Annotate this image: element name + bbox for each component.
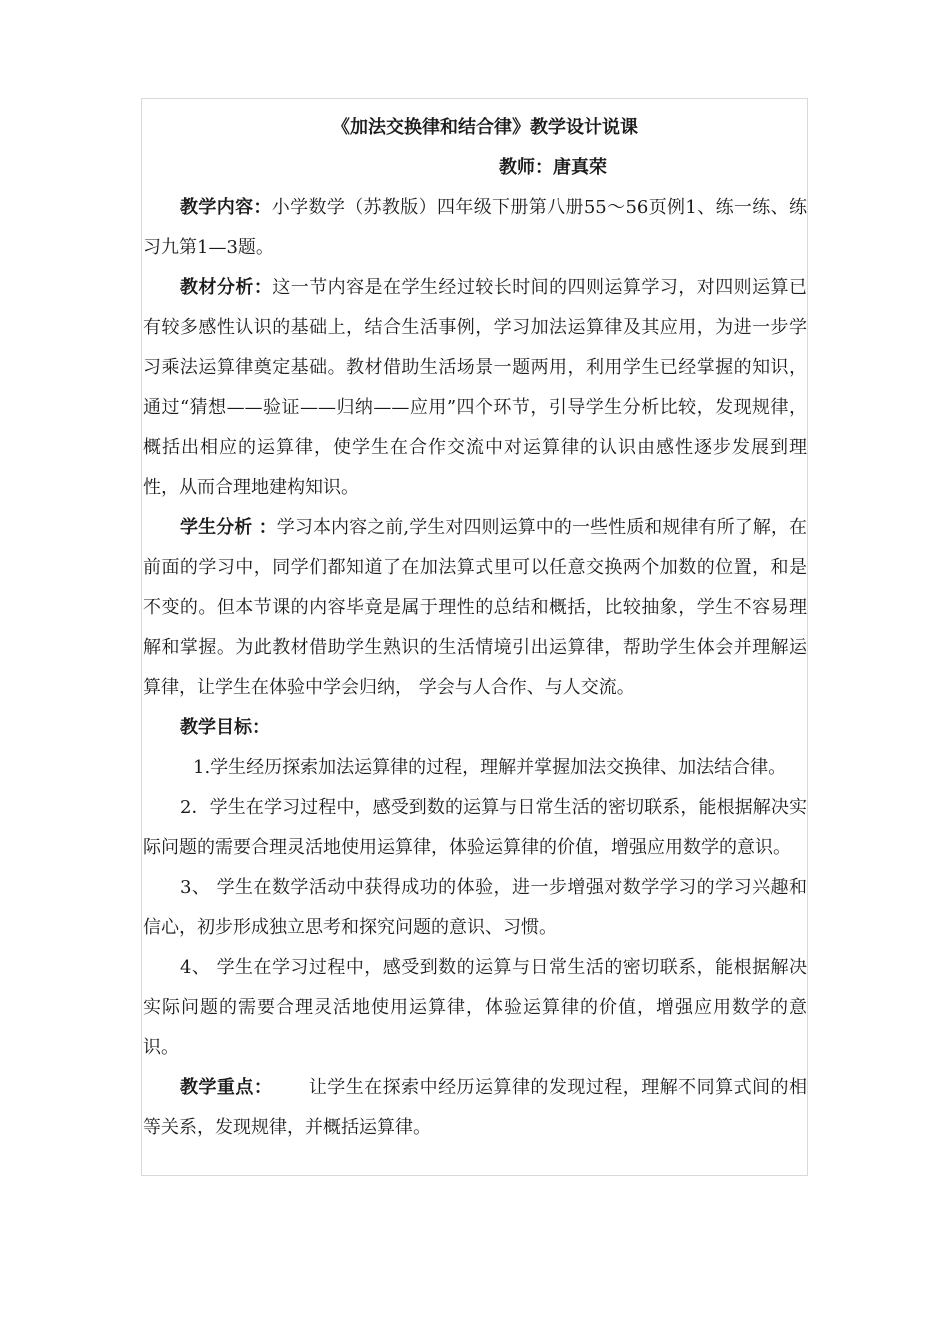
document-title: 《加法交换律和结合律》教学设计说课 xyxy=(332,117,638,138)
teacher-name: 唐真荣 xyxy=(553,157,607,178)
document-body xyxy=(143,108,807,1148)
goal-item-1: 1.学生经历探索加法运算律的过程，理解并掌握加法交换律、加法结合律。 xyxy=(193,757,787,778)
teacher-line xyxy=(143,148,807,188)
teaching-focus-text: 让学生在探索中经历运算律的发现过程，理解不同算式间的相等关系，发现规律，并概括运算律。 xyxy=(143,1077,807,1138)
teacher-label: 教师： xyxy=(499,157,553,178)
goal-item-2: 2．学生在学习过程中，感受到数的运算与日常生活的密切联系，能根据解决实际问题的需要合理灵活地使用运算律，体验运算律的价值，增强应用数学的意识。 xyxy=(143,797,807,858)
teaching-focus-paragraph xyxy=(143,1068,807,1148)
teaching-focus-label: 教学重点： xyxy=(180,1077,273,1098)
material-analysis-text: 这一节内容是在学生经过较长时间的四则运算学习，对四则运算已有较多感性认识的基础上，结合生活事例，学习加法运算律及其应用，为进一步学习乘法运算律奠定基础。教材借助生活场景一题两用，利用学生已经掌握的知识，通过“猜想——验证——归纳——应用”四个环节，引导学生分析比较，发现规律，概括出相应的运算律，使学生在合作交流中对运算律的认识由感性逐步发展到理性，从而合理地建构知识。 xyxy=(143,277,808,498)
teaching-content-text: 小学数学（苏教版）四年级下册第八册55～56页例1、练一练、练习九第1—3题。 xyxy=(143,197,807,258)
student-analysis-paragraph xyxy=(143,508,807,708)
teaching-content-paragraph xyxy=(143,188,807,268)
student-analysis-text: 学习本内容之前,学生对四则运算中的一些性质和规律有所了解，在前面的学习中，同学们都知道了在加法算式里可以任意交换两个加数的位置，和是不变的。但本节课的内容毕竟是属于理性的总结和概括，比较抽象，学生不容易理解和掌握。为此教材借助学生熟识的生活情境引出运算律，帮助学生体会并理解运算律，让学生在体验中学会归纳， 学会与人合作、与人交流。 xyxy=(143,517,807,698)
goal-item-3: 3、 学生在数学活动中获得成功的体验，进一步增强对数学学习的学习兴趣和信心，初步形成独立思考和探究问题的意识、习惯。 xyxy=(143,877,807,938)
material-analysis-paragraph xyxy=(143,268,807,508)
teaching-content-label: 教学内容： xyxy=(180,197,272,218)
teaching-goals-heading: 教学目标： xyxy=(180,717,270,738)
student-analysis-label: 学生分析 ： xyxy=(180,517,277,538)
material-analysis-label: 教材分析： xyxy=(180,277,273,298)
goal-item-4: 4、 学生在学习过程中，感受到数的运算与日常生活的密切联系，能根据解决实际问题的需要合理灵活地使用运算律，体验运算律的价值，增强应用数学的意识。 xyxy=(143,957,807,1058)
